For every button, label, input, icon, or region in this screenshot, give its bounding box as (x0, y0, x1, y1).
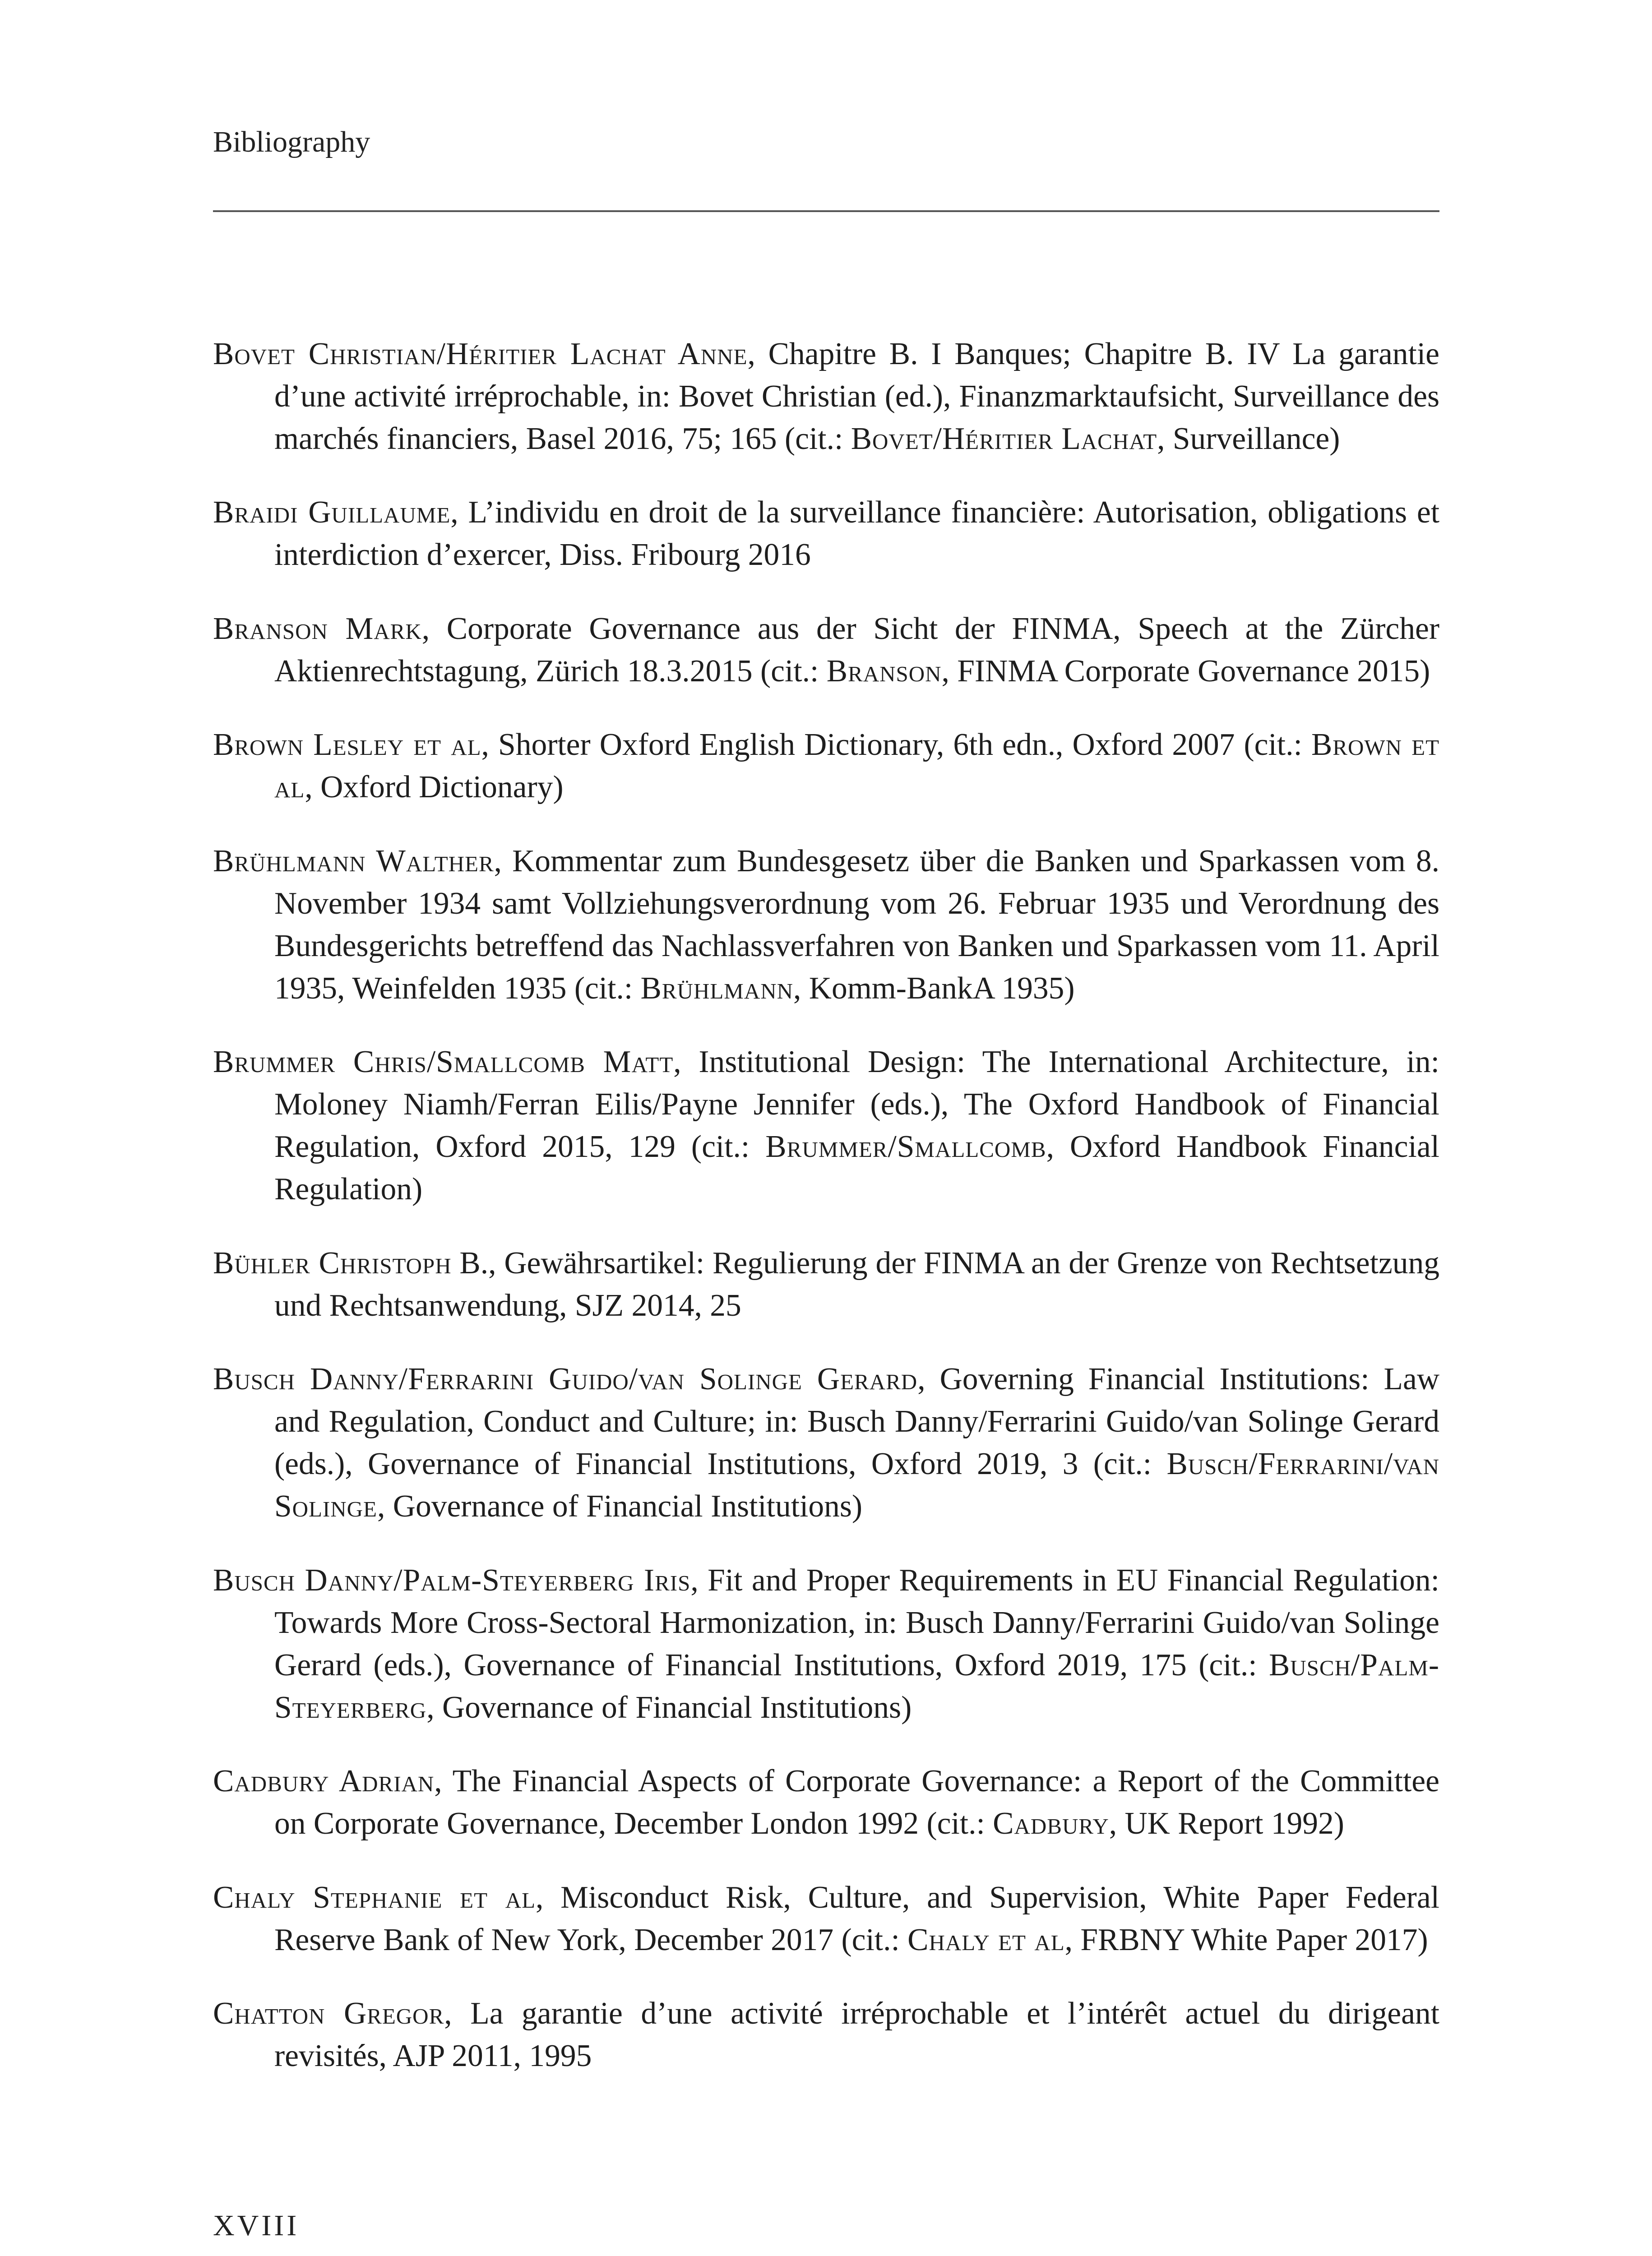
bibliography-entry (213, 1992, 1439, 2077)
entry-author: Chaly Stephanie et al (213, 1880, 536, 1915)
entry-short-cite: Brummer/Smallcomb (765, 1129, 1046, 1164)
bibliography-entry (213, 724, 1439, 809)
entry-short-cite: Busch/Ferrarini/van Solinge (274, 1447, 1439, 1524)
entry-text-end: , Governance of Financial Institutions) (426, 1690, 912, 1725)
bibliography-entry (213, 1041, 1439, 1211)
entry-text: , L’individu en droit de la surveillance financière: Autorisation, obligations et interdiction d’exercer, Diss. Fribourg 2016 (274, 495, 1440, 572)
bibliography-entry (213, 333, 1439, 460)
entry-text-end: , FRBNY White Paper 2017) (1064, 1922, 1428, 1957)
bibliography-list (213, 301, 1439, 2094)
entry-text: , Fit and Proper Requirements in EU Financial Regulation: Towards More Cross-Sectoral Harmonization, in: Busch Danny/Ferrarini Guido/van Solinge Gerard (eds.), Governance of Financial Institutions, Oxford 2019, 175 (cit.: (274, 1563, 1439, 1683)
entry-text: , Corporate Governance aus der Sicht der FINMA, Speech at the Zürcher Aktienrechtstagung, Zürich 18.3.2015 (cit.: (274, 611, 1439, 689)
entry-text: , Shorter Oxford English Dictionary, 6th edn., Oxford 2007 (cit.: (481, 727, 1311, 762)
bibliography-entry (213, 840, 1439, 1010)
entry-author: Brown Lesley et al (213, 727, 481, 762)
entry-author: Bühler Christoph (213, 1245, 452, 1281)
bibliography-entry (213, 1242, 1439, 1327)
entry-text: , The Financial Aspects of Corporate Governance: a Report of the Committee on Corporate Governance, December London 1992 (cit.: (274, 1764, 1439, 1841)
entry-author: Chatton Gregor (213, 1996, 444, 2031)
page-number: XVIII (213, 2209, 300, 2242)
entry-text-end: , Komm-BankA 1935) (793, 971, 1075, 1006)
entry-text-end: , Surveillance) (1157, 421, 1340, 456)
entry-short-cite: Brühlmann (640, 971, 793, 1006)
entry-text-end: , Governance of Financial Institutions) (377, 1489, 863, 1524)
bibliography-entry (213, 608, 1439, 693)
entry-author: Braidi Guillaume (213, 495, 451, 530)
entry-text-end: , UK Report 1992) (1109, 1806, 1344, 1841)
bibliography-entry (213, 1760, 1439, 1845)
entry-text: , Chapitre B. I Banques; Chapitre B. IV La garantie d’une activité irréprochable, in: Bovet Christian (ed.), Finanzmarktaufsicht, Surveillance des marchés financiers, Basel 2016, 75; 165 (cit.: (274, 336, 1440, 456)
entry-author: Cadbury Adrian (213, 1764, 435, 1798)
entry-author: Brummer Chris/Smallcomb Matt (213, 1045, 674, 1079)
entry-short-cite: Bovet/Héritier Lachat (851, 421, 1157, 456)
entry-author: Branson Mark (213, 611, 422, 646)
entry-author: Bovet Christian/Héritier Lachat Anne (213, 336, 748, 371)
header-rule (213, 210, 1439, 212)
bibliography-entry (213, 1358, 1439, 1528)
entry-short-cite: Cadbury (993, 1806, 1109, 1841)
entry-short-cite: Chaly et al (907, 1922, 1065, 1957)
bibliography-entry (213, 491, 1439, 576)
entry-text-end: , Oxford Handbook Financial Regulation) (274, 1129, 1439, 1207)
entry-short-cite: Branson (826, 653, 942, 689)
entry-text: , Kommentar zum Bundesgesetz über die Banken und Sparkassen vom 8. November 1934 samt Vollziehungsverordnung vom 26. Februar 1935 und Verordnung des Bundesgerichts betreffend das Nachlassverfahren von Banken und Sparkassen vom 11. April 1935, Weinfelden 1935 (cit.: (274, 843, 1440, 1006)
bibliography-entry (213, 1877, 1439, 1961)
entry-text: , Governing Financial Institutions: Law and Regulation, Conduct and Culture; in: Busch Danny/Ferrarini Guido/van Solinge Gerard (eds.), Governance of Financial Institutions, Oxford 2019, 3 (cit.: (274, 1362, 1440, 1481)
entry-short-cite: Brown et al (274, 727, 1440, 804)
bibliography-entry (213, 1559, 1439, 1729)
entry-text: , La garantie d’une activité irréprochable et l’intérêt actuel du dirigeant revisités, AJP 2011, 1995 (274, 1996, 1439, 2073)
entry-short-cite: Busch/Palm-Steyerberg (274, 1647, 1439, 1725)
entry-text-end: , Oxford Dictionary) (305, 770, 564, 804)
entry-text: B., Gewährsartikel: Regulierung der FINMA an der Grenze von Rechtsetzung und Rechtsanwendung, SJZ 2014, 25 (274, 1245, 1439, 1323)
entry-text: , Misconduct Risk, Culture, and Supervision, White Paper Federal Reserve Bank of New York, December 2017 (cit.: (274, 1880, 1439, 1957)
entry-author: Busch Danny/Ferrarini Guido/van Solinge Gerard (213, 1362, 918, 1396)
running-head: Bibliography (213, 125, 370, 158)
entry-text: , Institutional Design: The International Architecture, in: Moloney Niamh/Ferran Eilis/Payne Jennifer (eds.), The Oxford Handbook of Financial Regulation, Oxford 2015, 129 (cit.: (274, 1045, 1439, 1164)
entry-text-end: , FINMA Corporate Governance 2015) (941, 653, 1430, 689)
entry-author: Brühlmann Walther (213, 843, 494, 878)
entry-author: Busch Danny/Palm-Steyerberg Iris (213, 1563, 691, 1598)
